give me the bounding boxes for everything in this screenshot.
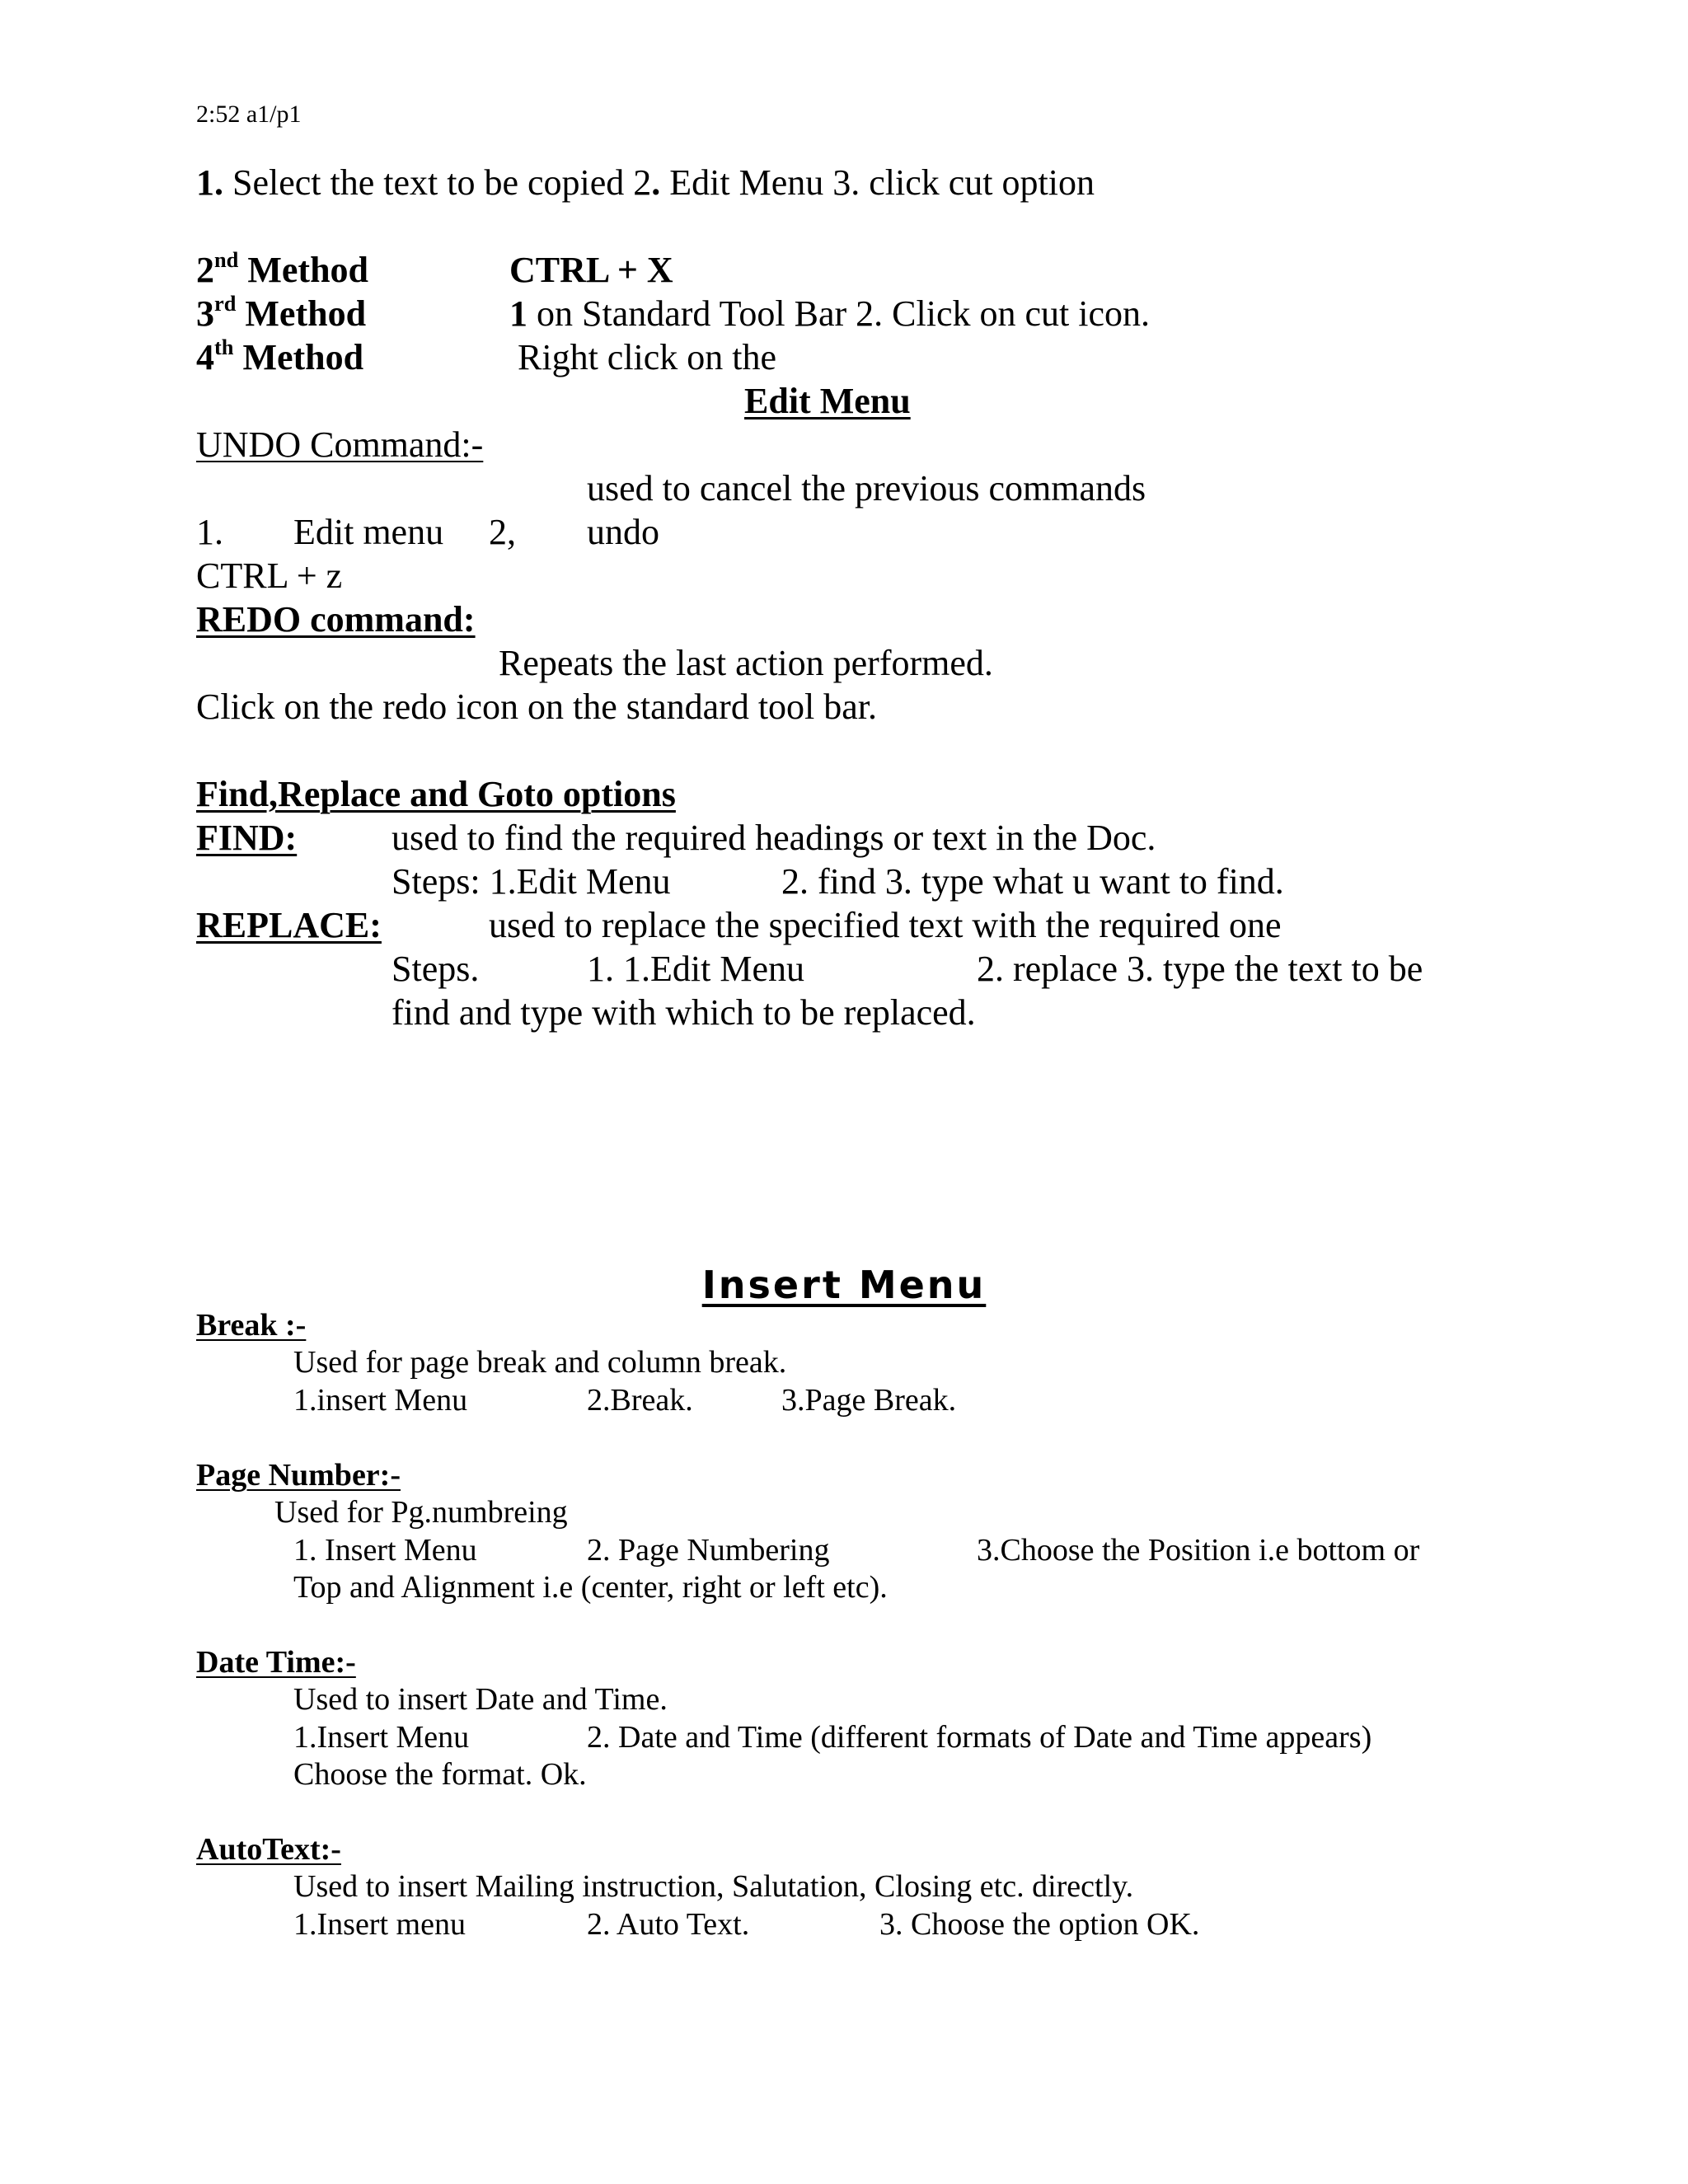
undo-step-a: Edit menu bbox=[293, 512, 444, 552]
break-description: Used for page break and column break. bbox=[293, 1345, 787, 1380]
method-4-value: Right click on the bbox=[518, 337, 777, 377]
replace-steps-b: 1. 1.Edit Menu bbox=[587, 949, 804, 989]
break-step-1: 1.insert Menu bbox=[293, 1383, 468, 1418]
edit-menu-title: Edit Menu bbox=[744, 381, 911, 421]
replace-label: REPLACE: bbox=[196, 905, 382, 945]
autotext-step-3: 3. Choose the option OK. bbox=[879, 1907, 1200, 1942]
autotext-description: Used to insert Mailing instruction, Salutation, Closing etc. directly. bbox=[293, 1869, 1134, 1904]
date-time-step-1: 1.Insert Menu bbox=[293, 1720, 470, 1755]
autotext-step-2: 2. Auto Text. bbox=[587, 1907, 750, 1942]
date-time-step-2: 2. Date and Time (different formats of Date and Time appears) bbox=[587, 1720, 1372, 1755]
page-number-heading: Page Number:- bbox=[196, 1458, 401, 1493]
break-heading: Break :- bbox=[196, 1308, 307, 1343]
find-description: used to find the required headings or text in the Doc. bbox=[392, 818, 1156, 858]
page-reference: 2:52 a1/p1 bbox=[196, 101, 302, 128]
cut-step-number: 1. bbox=[196, 162, 223, 203]
replace-steps-d: find and type with which to be replaced. bbox=[392, 992, 976, 1033]
redo-description: Repeats the last action performed. bbox=[499, 643, 993, 683]
find-steps-b: 2. find 3. type what u want to find. bbox=[781, 861, 1284, 902]
cut-step-text: Select the text to be copied 2 bbox=[223, 162, 652, 203]
method-3-value: 1 on Standard Tool Bar 2. Click on cut icon. bbox=[509, 293, 1151, 334]
autotext-heading: AutoText:- bbox=[196, 1832, 341, 1867]
page-number-description: Used for Pg.numbreing bbox=[274, 1495, 568, 1530]
method-2-label: 2nd Method bbox=[196, 247, 369, 290]
cut-step-tail: Edit Menu 3. click cut option bbox=[660, 162, 1095, 203]
method-3-label: 3rd Method bbox=[196, 291, 367, 334]
date-time-step-3: Choose the format. Ok. bbox=[293, 1757, 587, 1792]
undo-heading: UNDO Command:- bbox=[196, 424, 484, 465]
cut-steps-line bbox=[196, 162, 1095, 203]
method-4-label: 4th Method bbox=[196, 335, 364, 377]
undo-step-number: 1. bbox=[196, 512, 223, 552]
find-replace-heading: Find,Replace and Goto options bbox=[196, 774, 676, 814]
find-label: FIND: bbox=[196, 818, 298, 858]
redo-instruction: Click on the redo icon on the standard tool bar. bbox=[196, 687, 878, 727]
page-number-step-2: 2. Page Numbering bbox=[587, 1533, 830, 1568]
replace-steps-c: 2. replace 3. type the text to be bbox=[977, 949, 1423, 989]
replace-steps-a: Steps. bbox=[392, 949, 480, 989]
autotext-step-1: 1.Insert menu bbox=[293, 1907, 466, 1942]
undo-shortcut: CTRL + z bbox=[196, 555, 343, 596]
insert-menu-title: Insert Menu bbox=[701, 1263, 987, 1307]
redo-heading: REDO command: bbox=[196, 599, 476, 640]
undo-step-c: undo bbox=[587, 512, 659, 552]
break-step-2: 2.Break. bbox=[587, 1383, 693, 1418]
cut-step-dot: . bbox=[651, 162, 661, 203]
date-time-heading: Date Time:- bbox=[196, 1645, 356, 1680]
page-number-step-4: Top and Alignment i.e (center, right or left etc). bbox=[293, 1570, 888, 1605]
page-number-step-1: 1. Insert Menu bbox=[293, 1533, 477, 1568]
break-step-3: 3.Page Break. bbox=[781, 1383, 957, 1418]
undo-description: used to cancel the previous commands bbox=[587, 468, 1146, 509]
method-2-value: CTRL + X bbox=[509, 250, 673, 290]
page-number-step-3: 3.Choose the Position i.e bottom or bbox=[977, 1533, 1420, 1568]
undo-step-b: 2, bbox=[489, 512, 516, 552]
replace-description: used to replace the specified text with the required one bbox=[489, 905, 1282, 945]
date-time-description: Used to insert Date and Time. bbox=[293, 1682, 668, 1717]
find-steps-a: Steps: 1.Edit Menu bbox=[392, 861, 671, 902]
